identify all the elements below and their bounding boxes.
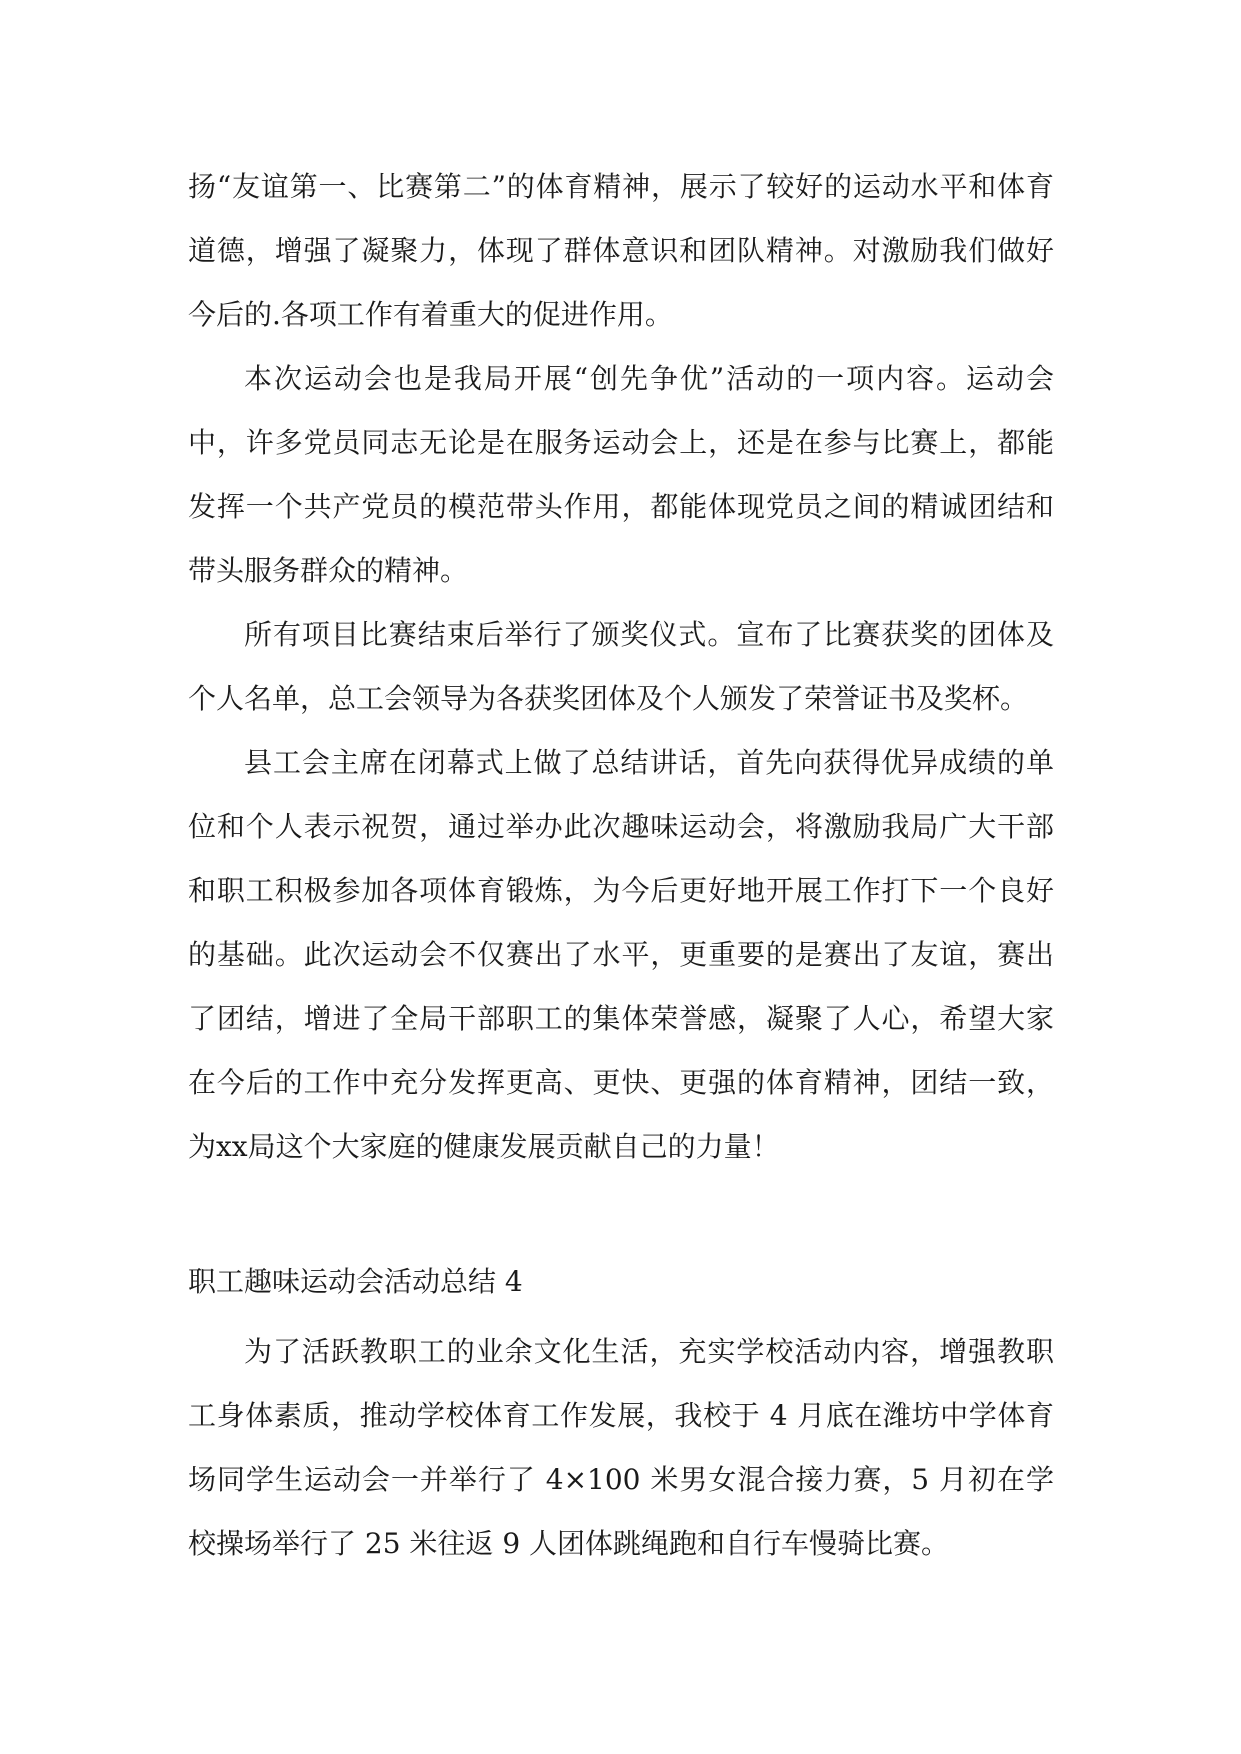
paragraph: 扬“友谊第一、比赛第二”的体育精神，展示了较好的运动水平和体育道德，增强了凝聚力，体现了群体意识和团队精神。对激励我们做好今后的.各项工作有着重大的促进作用。 [188, 170, 1054, 331]
paragraph: 县工会主席在闭幕式上做了总结讲话，首先向获得优异成绩的单位和个人表示祝贺，通过举办此次趣味运动会，将激励我局广大干部和职工积极参加各项体育锻炼，为今后更好地开展工作打下一个良好的基础。此次运动会不仅赛出了水平，更重要的是赛出了友谊，赛出了团结，增进了全局干部职工的集体荣誉感，凝聚了人心，希望大家在今后的工作中充分发挥更高、更快、更强的体育精神，团结一致，为xx局这个大家庭的健康发展贡献自己的力量！ [188, 746, 1054, 1163]
paragraph: 所有项目比赛结束后举行了颁奖仪式。宣布了比赛获奖的团体及个人名单，总工会领导为各获奖团体及个人颁发了荣誉证书及奖杯。 [188, 618, 1054, 715]
paragraph: 本次运动会也是我局开展“创先争优”活动的一项内容。运动会中，许多党员同志无论是在服务运动会上，还是在参与比赛上，都能发挥一个共产党员的模范带头作用，都能体现党员之间的精诚团结和带头服务群众的精神。 [188, 362, 1054, 587]
section-heading: 职工趣味运动会活动总结 4 [188, 1265, 523, 1298]
paragraph: 为了活跃教职工的业余文化生活，充实学校活动内容，增强教职工身体素质，推动学校体育工作发展，我校于 4 月底在潍坊中学体育场同学生运动会一并举行了 4×100 米男女混合接力赛，5 月初在学校操场举行了 25 米往返 9 人团体跳绳跑和自行车慢骑比赛。 [188, 1335, 1054, 1560]
body-text-block-top [188, 155, 1054, 1179]
body-text-block-bottom [188, 1320, 1054, 1576]
